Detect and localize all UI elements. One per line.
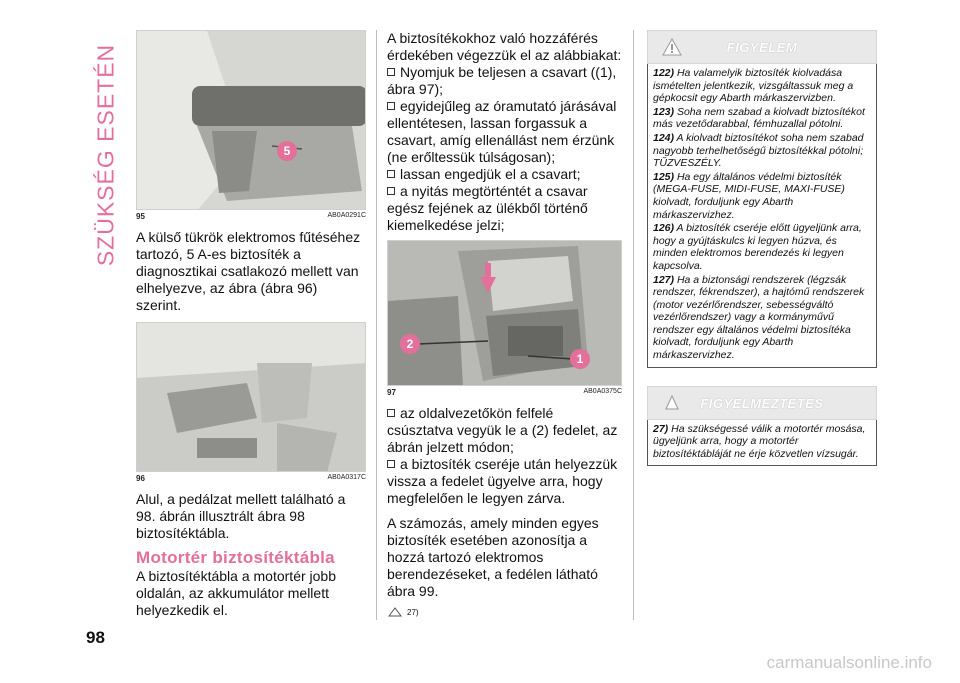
warning-title: FIGYELEM <box>726 40 798 55</box>
caution-body <box>647 420 877 467</box>
bullet-item <box>387 405 622 456</box>
callout-marker-2: 2 <box>400 334 420 354</box>
checkbox-bullet-icon <box>387 170 395 178</box>
warning-header <box>647 30 877 64</box>
column-left <box>136 30 366 619</box>
warning-item <box>653 222 871 272</box>
caution-item <box>653 423 871 461</box>
watermark: carmanualsonline.info <box>766 653 932 672</box>
caution-title: FIGYELMEZTETÉS <box>700 395 824 411</box>
warning-number: 122) <box>653 67 675 79</box>
caution-reference <box>387 606 622 618</box>
callout-marker-1: 1 <box>570 349 590 369</box>
figure-code: AB0A0375C <box>583 388 622 395</box>
paragraph: Alul, a pedálzat mellett található a 98. ábrán illusztrált ábra 98 biztosítéktábla. <box>136 491 346 541</box>
bullet-item <box>387 166 622 183</box>
warning-number: 126) <box>653 222 675 235</box>
warning-text: Ha a biztonsági rendszerek (légzsák rendszer, fékrendszer), a hajtómű rendszerek (motor vezérlőrendszer, sebességváltó vezérlőrendszer) vagy a kormányművű rendszer egy általános védelmi biztosítéka kiolvadt, forduljunk egy Abarth márkaszervizhez. <box>653 273 865 362</box>
warning-number: 123) <box>653 105 675 118</box>
warning-item <box>653 171 871 221</box>
figure-97 <box>387 240 622 386</box>
paragraph: A biztosítéktábla a motortér jobb oldalán, az akkumulátor mellett helyezkedik el. <box>136 568 336 618</box>
figure-96-caption <box>136 474 366 483</box>
figure-number: 97 <box>387 388 396 397</box>
warning-item <box>653 132 871 170</box>
warning-text: Soha nem szabad a kiolvadt biztosítékot más vezetődarabbal, fémhuzallal pótolni. <box>653 105 865 131</box>
bullet-text: a biztosíték cseréje után helyezzük vissza a fedelet ügyelve arra, hogy megfelelően le legyen zárva. <box>387 456 618 506</box>
warning-body <box>647 64 877 368</box>
bullet-item <box>387 98 622 166</box>
checkbox-bullet-icon <box>387 460 395 468</box>
warning-item <box>653 106 871 131</box>
figure-97-caption <box>387 388 622 397</box>
bullet-item <box>387 183 622 234</box>
warning-text: A kiolvadt biztosítékot soha nem szabad nagyobb terhelhetőségű biztosítékkal pótolni; TŰZVESZÉLY. <box>653 131 864 170</box>
paragraph: A számozás, amely minden egyes biztosíték esetében azonosítja a hozzá tartozó elektromos berendezéseket, a fedélen látható ábra 99. <box>387 515 599 599</box>
section-heading: Motortér biztosítéktábla <box>136 548 335 567</box>
checkbox-bullet-icon <box>387 102 395 110</box>
bullet-text: egyidejűleg az óramutató járásával ellentétesen, lassan forgassuk a csavart, amíg ellenállást nem érzünk (ne erőltessük túlságosan); <box>387 98 617 165</box>
bullet-text: a nyitás megtörténtét a csavar egész fejének az ülékből történő kiemelkedése jelzi; <box>387 183 588 233</box>
column-right <box>647 30 877 466</box>
caution-reference-number: 27) <box>407 607 419 617</box>
callout-marker-5: 5 <box>277 141 297 161</box>
warning-number: 124) <box>653 131 675 144</box>
bullet-text: Nyomjuk be teljesen a csavart ((1), ábra 97); <box>387 64 617 97</box>
warning-text: Ha egy általános védelmi biztosíték (MEGA-FUSE, MIDI-FUSE, MAXI-FUSE) kiolvadt, forduljunk egy Abarth márkaszervizhez. <box>653 170 845 221</box>
bullet-item <box>387 64 622 98</box>
warning-text: A biztosíték cseréje előtt ügyeljünk arra, hogy a gyújtáskulcs ki legyen húzva, és minden elektromos berendezés ki legyen kapcsolva. <box>653 222 862 272</box>
caution-number: 27) <box>653 422 669 435</box>
figure-code: AB0A0317C <box>327 474 366 481</box>
warning-number: 127) <box>653 273 675 286</box>
checkbox-bullet-icon <box>387 409 395 417</box>
section-title-text: SZÜKSÉG ESETÉN <box>92 43 119 267</box>
figure-code: AB0A0291C <box>327 212 366 219</box>
figure-96 <box>136 322 366 472</box>
column-middle <box>387 30 622 618</box>
column-divider <box>633 30 634 620</box>
figure-95-image <box>137 31 366 210</box>
section-sidebar-title <box>84 30 128 280</box>
caution-header <box>647 386 877 420</box>
figure-95-caption <box>136 212 366 221</box>
figure-number: 96 <box>136 474 145 483</box>
bullet-text: lassan engedjük el a csavart; <box>400 166 581 182</box>
caution-hand-icon <box>387 606 403 618</box>
figure-95 <box>136 30 366 210</box>
column-divider <box>376 30 377 620</box>
paragraph-intro: A biztosítékokhoz való hozzáférés érdekében végezzük el az alábbiakat: <box>387 30 622 63</box>
warning-number: 125) <box>653 170 675 183</box>
warning-item <box>653 274 871 362</box>
checkbox-bullet-icon <box>387 187 395 195</box>
page-number: 98 <box>86 628 105 647</box>
bullet-text: az oldalvezetőkön felfelé csúsztatva vegyük le a (2) fedelet, az ábrán jelzett módon; <box>387 405 618 455</box>
figure-number: 95 <box>136 212 145 221</box>
caution-text: Ha szükségessé válik a motortér mosása, ügyeljünk arra, hogy a motortér biztosítéktábláját ne érje közvetlen vízsugár. <box>653 422 866 460</box>
bullet-item <box>387 456 622 507</box>
paragraph: A külső tükrök elektromos fűtéséhez tartozó, 5 A-es biztosíték a diagnosztikai csatlakozó mellett van elhelyezve, az ábra (ábra 96) szerint. <box>136 229 361 313</box>
checkbox-bullet-icon <box>387 68 395 76</box>
warning-item <box>653 67 871 105</box>
warning-text: Ha valamelyik biztosíték kiolvadása ismételten jelentkezik, vizsgáltassuk meg a gépkocsit egy Abarth márkaszervizben. <box>653 67 854 105</box>
figure-96-image <box>137 323 366 472</box>
